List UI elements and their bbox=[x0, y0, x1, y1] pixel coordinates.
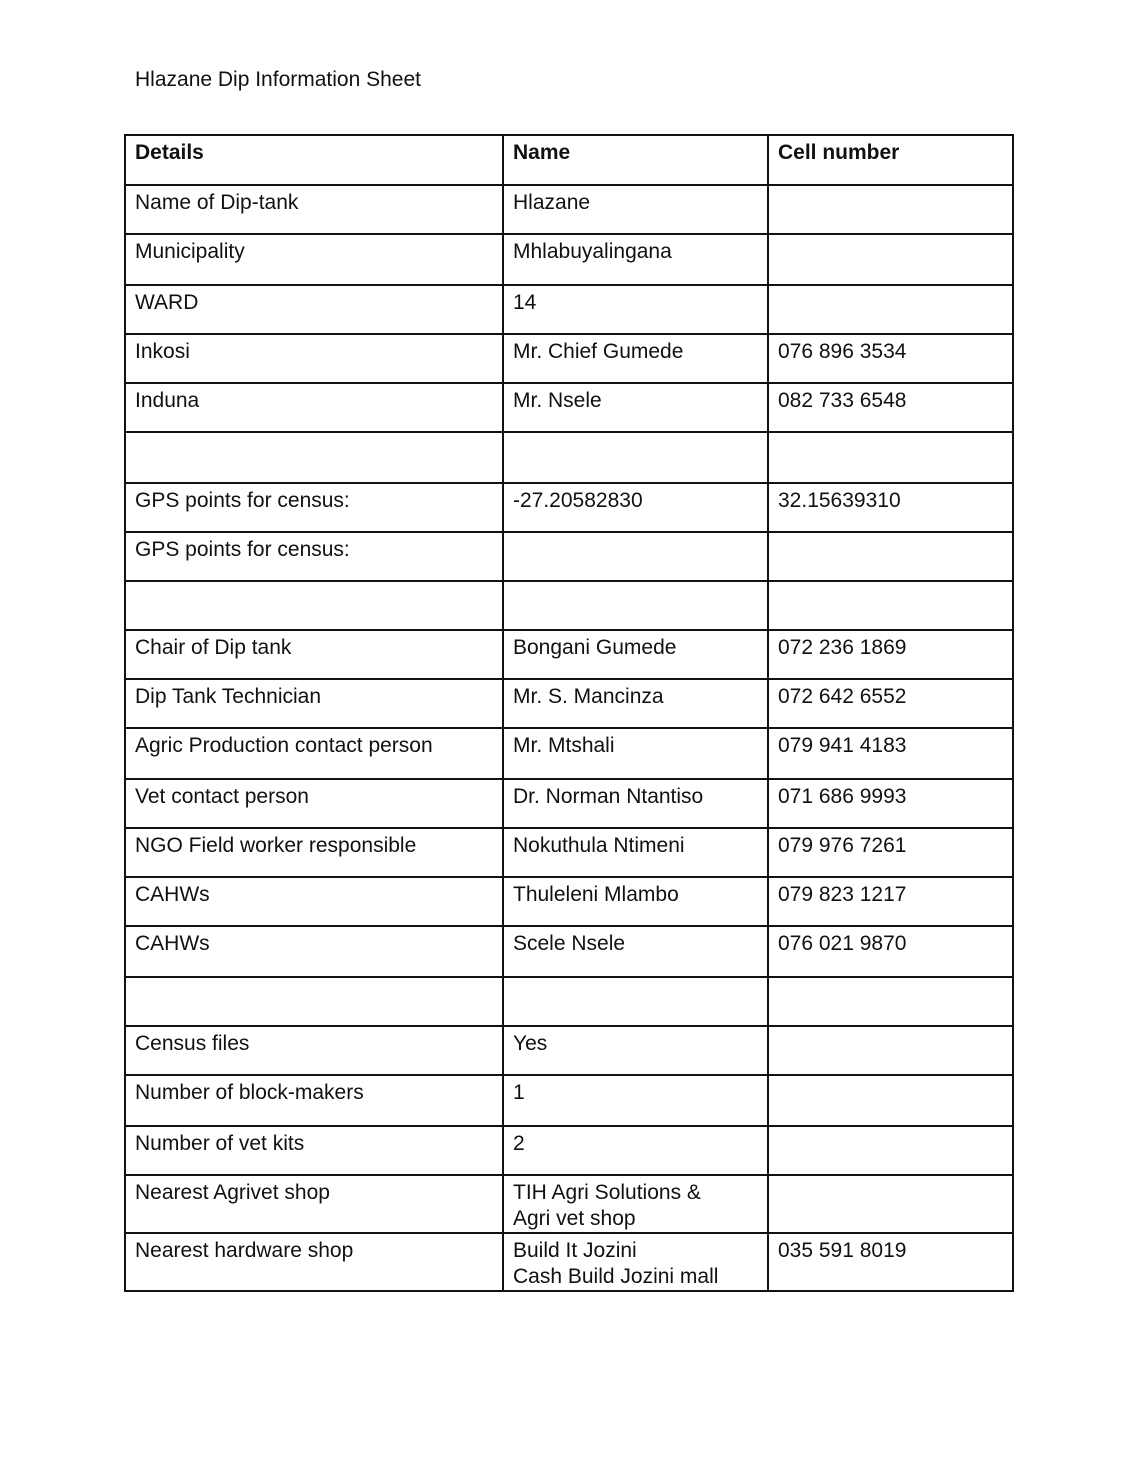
cell-name: Hlazane bbox=[503, 185, 768, 234]
header-details: Details bbox=[125, 135, 503, 185]
cell-details: Nearest hardware shop bbox=[125, 1233, 503, 1291]
cell-details: Number of block-makers bbox=[125, 1075, 503, 1126]
cell-number: 072 642 6552 bbox=[768, 679, 1013, 728]
table-row bbox=[125, 630, 1013, 679]
table-row bbox=[125, 1233, 1013, 1291]
cell-number: 32.15639310 bbox=[768, 483, 1013, 532]
cell-name: Scele Nsele bbox=[503, 926, 768, 977]
table-row bbox=[125, 877, 1013, 926]
cell-name: Mr. S. Mancinza bbox=[503, 679, 768, 728]
cell-name: 1 bbox=[503, 1075, 768, 1126]
cell-number: 079 941 4183 bbox=[768, 728, 1013, 779]
cell-number bbox=[768, 432, 1013, 483]
cell-name: Mhlabuyalingana bbox=[503, 234, 768, 285]
cell-name: Mr. Mtshali bbox=[503, 728, 768, 779]
cell-details: Nearest Agrivet shop bbox=[125, 1175, 503, 1233]
cell-details: Number of vet kits bbox=[125, 1126, 503, 1175]
cell-details bbox=[125, 977, 503, 1026]
cell-number bbox=[768, 1075, 1013, 1126]
cell-number: 079 976 7261 bbox=[768, 828, 1013, 877]
table-row bbox=[125, 234, 1013, 285]
cell-details: WARD bbox=[125, 285, 503, 334]
cell-details: Chair of Dip tank bbox=[125, 630, 503, 679]
table-row bbox=[125, 1175, 1013, 1233]
cell-details: Name of Dip-tank bbox=[125, 185, 503, 234]
cell-number bbox=[768, 234, 1013, 285]
cell-name: TIH Agri Solutions & Agri vet shop bbox=[503, 1175, 768, 1233]
table-row bbox=[125, 1126, 1013, 1175]
table-row bbox=[125, 779, 1013, 828]
cell-number: 082 733 6548 bbox=[768, 383, 1013, 432]
cell-name: Mr. Chief Gumede bbox=[503, 334, 768, 383]
cell-number: 035 591 8019 bbox=[768, 1233, 1013, 1291]
cell-details: Census files bbox=[125, 1026, 503, 1075]
cell-number bbox=[768, 977, 1013, 1026]
cell-details: Vet contact person bbox=[125, 779, 503, 828]
cell-name bbox=[503, 977, 768, 1026]
cell-number: 076 896 3534 bbox=[768, 334, 1013, 383]
cell-name: -27.20582830 bbox=[503, 483, 768, 532]
cell-details: GPS points for census: bbox=[125, 483, 503, 532]
cell-number bbox=[768, 1175, 1013, 1233]
cell-name: Bongani Gumede bbox=[503, 630, 768, 679]
cell-name: Build It Jozini Cash Build Jozini mall bbox=[503, 1233, 768, 1291]
table-row bbox=[125, 581, 1013, 630]
cell-details: Dip Tank Technician bbox=[125, 679, 503, 728]
table-row bbox=[125, 828, 1013, 877]
cell-details bbox=[125, 432, 503, 483]
cell-details: GPS points for census: bbox=[125, 532, 503, 581]
table-row bbox=[125, 679, 1013, 728]
cell-name bbox=[503, 432, 768, 483]
cell-number: 076 021 9870 bbox=[768, 926, 1013, 977]
cell-name: 2 bbox=[503, 1126, 768, 1175]
table-row bbox=[125, 432, 1013, 483]
table-row bbox=[125, 285, 1013, 334]
table-row bbox=[125, 483, 1013, 532]
dip-info-table bbox=[124, 134, 1014, 1292]
cell-number bbox=[768, 185, 1013, 234]
cell-name: Dr. Norman Ntantiso bbox=[503, 779, 768, 828]
cell-details: Agric Production contact person bbox=[125, 728, 503, 779]
cell-details: CAHWs bbox=[125, 926, 503, 977]
page-title: Hlazane Dip Information Sheet bbox=[135, 68, 421, 91]
table-row bbox=[125, 1075, 1013, 1126]
table-row bbox=[125, 728, 1013, 779]
cell-number bbox=[768, 285, 1013, 334]
cell-number: 071 686 9993 bbox=[768, 779, 1013, 828]
cell-number bbox=[768, 532, 1013, 581]
cell-details: CAHWs bbox=[125, 877, 503, 926]
cell-details: Inkosi bbox=[125, 334, 503, 383]
table-row bbox=[125, 1026, 1013, 1075]
table-row bbox=[125, 383, 1013, 432]
table-header-row bbox=[125, 135, 1013, 185]
cell-name bbox=[503, 532, 768, 581]
table-body bbox=[125, 185, 1013, 1291]
table-row bbox=[125, 185, 1013, 234]
header-cell-number: Cell number bbox=[768, 135, 1013, 185]
table-row bbox=[125, 977, 1013, 1026]
cell-number bbox=[768, 1026, 1013, 1075]
header-name: Name bbox=[503, 135, 768, 185]
table-row bbox=[125, 532, 1013, 581]
cell-name: Mr. Nsele bbox=[503, 383, 768, 432]
cell-name: 14 bbox=[503, 285, 768, 334]
cell-number: 072 236 1869 bbox=[768, 630, 1013, 679]
table-row bbox=[125, 334, 1013, 383]
cell-number bbox=[768, 1126, 1013, 1175]
cell-details: Municipality bbox=[125, 234, 503, 285]
cell-number: 079 823 1217 bbox=[768, 877, 1013, 926]
cell-name bbox=[503, 581, 768, 630]
cell-name: Nokuthula Ntimeni bbox=[503, 828, 768, 877]
cell-number bbox=[768, 581, 1013, 630]
cell-name: Yes bbox=[503, 1026, 768, 1075]
table-row bbox=[125, 926, 1013, 977]
cell-name: Thuleleni Mlambo bbox=[503, 877, 768, 926]
cell-details: NGO Field worker responsible bbox=[125, 828, 503, 877]
cell-details bbox=[125, 581, 503, 630]
cell-details: Induna bbox=[125, 383, 503, 432]
